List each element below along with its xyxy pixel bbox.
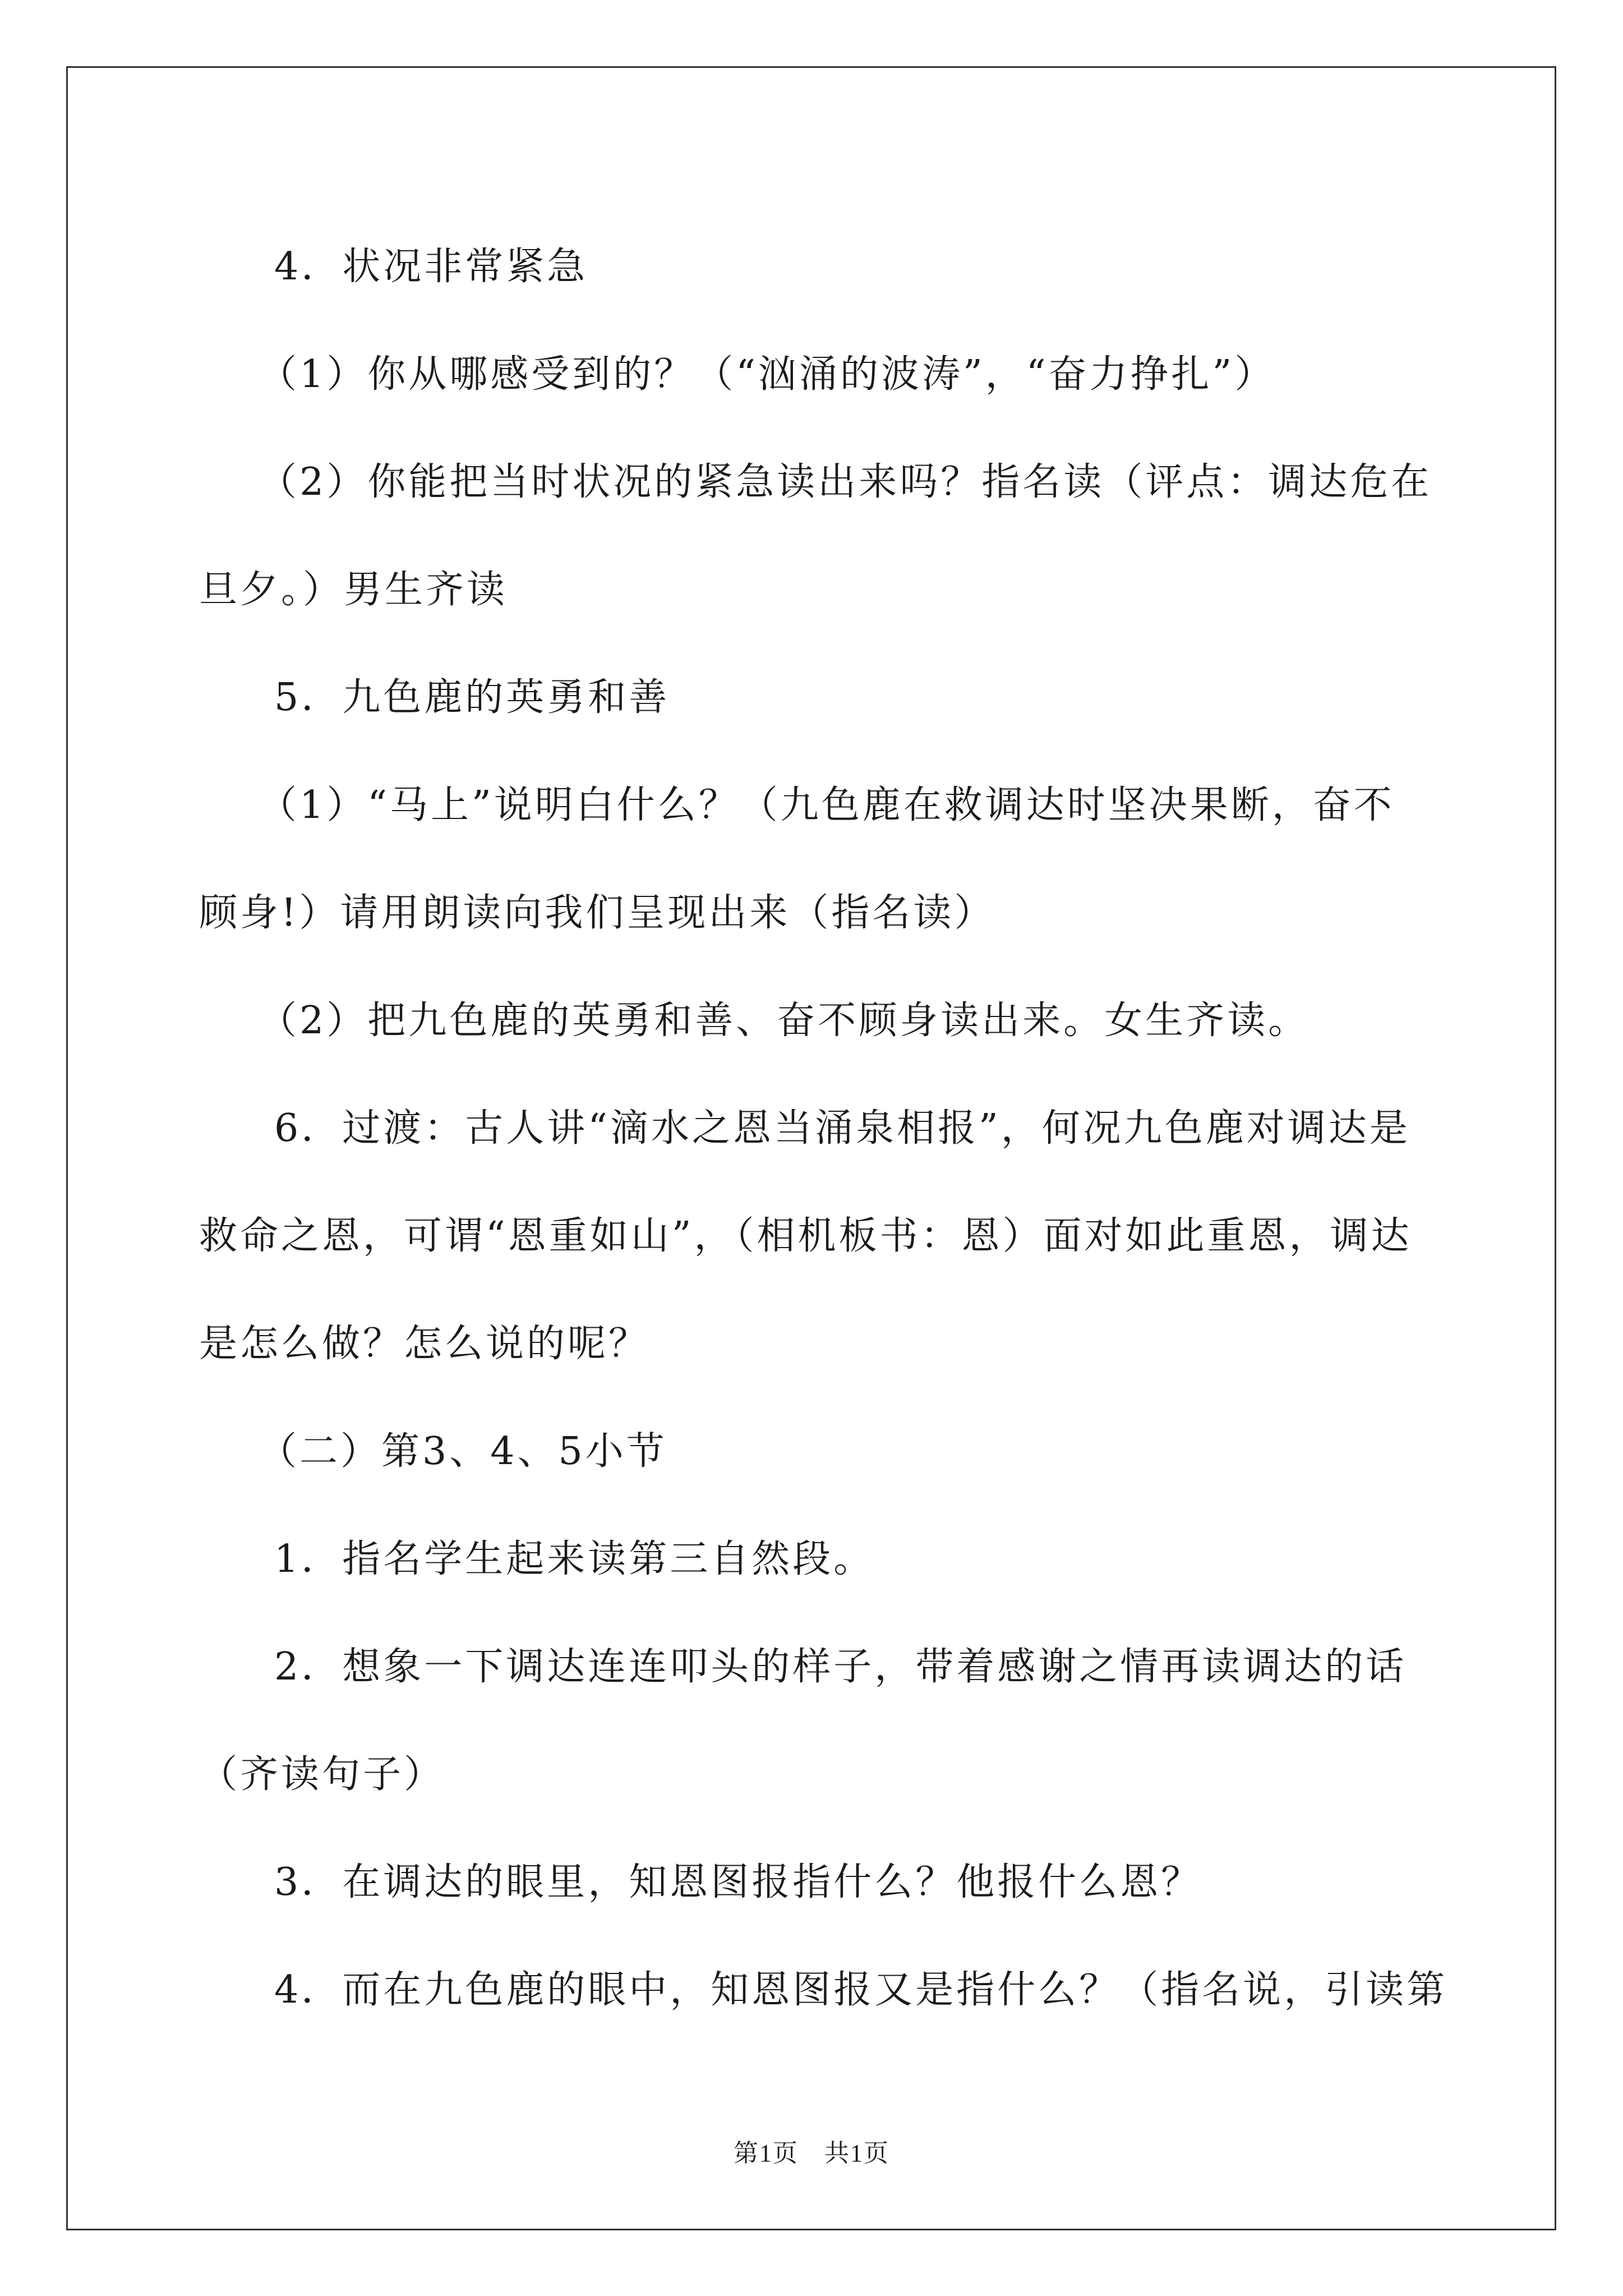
paragraph-line-5: 5．九色鹿的英勇和善: [274, 675, 670, 720]
paragraph-line-7: 顾身!）请用朗读向我们呈现出来（指名读）: [199, 891, 995, 935]
paragraph-line-3: （2）你能把当时状况的紧急读出来吗？指名读（评点：调达危在: [259, 460, 1432, 504]
paragraph-line-4: 旦夕。）男生齐读: [199, 568, 508, 612]
paragraph-line-11: 是怎么做？怎么说的呢？: [199, 1322, 650, 1366]
page-footer: 第1页 共1页: [734, 2139, 889, 2167]
paragraph-line-16: 3．在调达的眼里，知恩图报指什么？他报什么恩？: [274, 1860, 1202, 1904]
paragraph-line-1: 4．状况非常紧急: [274, 245, 588, 289]
paragraph-line-15: （齐读句子）: [199, 1752, 445, 1797]
paragraph-line-6: （1）“马上”说明白什么？（九色鹿在救调达时坚决果断，奋不: [259, 783, 1395, 827]
paragraph-line-17: 4．而在九色鹿的眼中，知恩图报又是指什么？（指名说，引读第: [274, 1968, 1448, 2012]
paragraph-line-2: （1）你从哪感受到的？（“汹涌的波涛”，“奋力挣扎”）: [259, 352, 1276, 397]
paragraph-line-14: 2．想象一下调达连连叩头的样子，带着感谢之情再读调达的话: [274, 1645, 1407, 1689]
paragraph-line-10: 救命之恩，可谓“恩重如山”，（相机板书：恩）面对如此重恩，调达: [199, 1214, 1412, 1258]
paragraph-line-13: 1．指名学生起来读第三自然段。: [274, 1537, 875, 1581]
paragraph-line-9: 6．过渡：古人讲“滴水之恩当涌泉相报”，何况九色鹿对调达是: [274, 1106, 1410, 1151]
paragraph-line-8: （2）把九色鹿的英勇和善、奋不顾身读出来。女生齐读。: [259, 999, 1310, 1043]
document-body: [199, 213, 1448, 2044]
paragraph-line-12: （二）第3、4、5小节: [259, 1429, 667, 1474]
